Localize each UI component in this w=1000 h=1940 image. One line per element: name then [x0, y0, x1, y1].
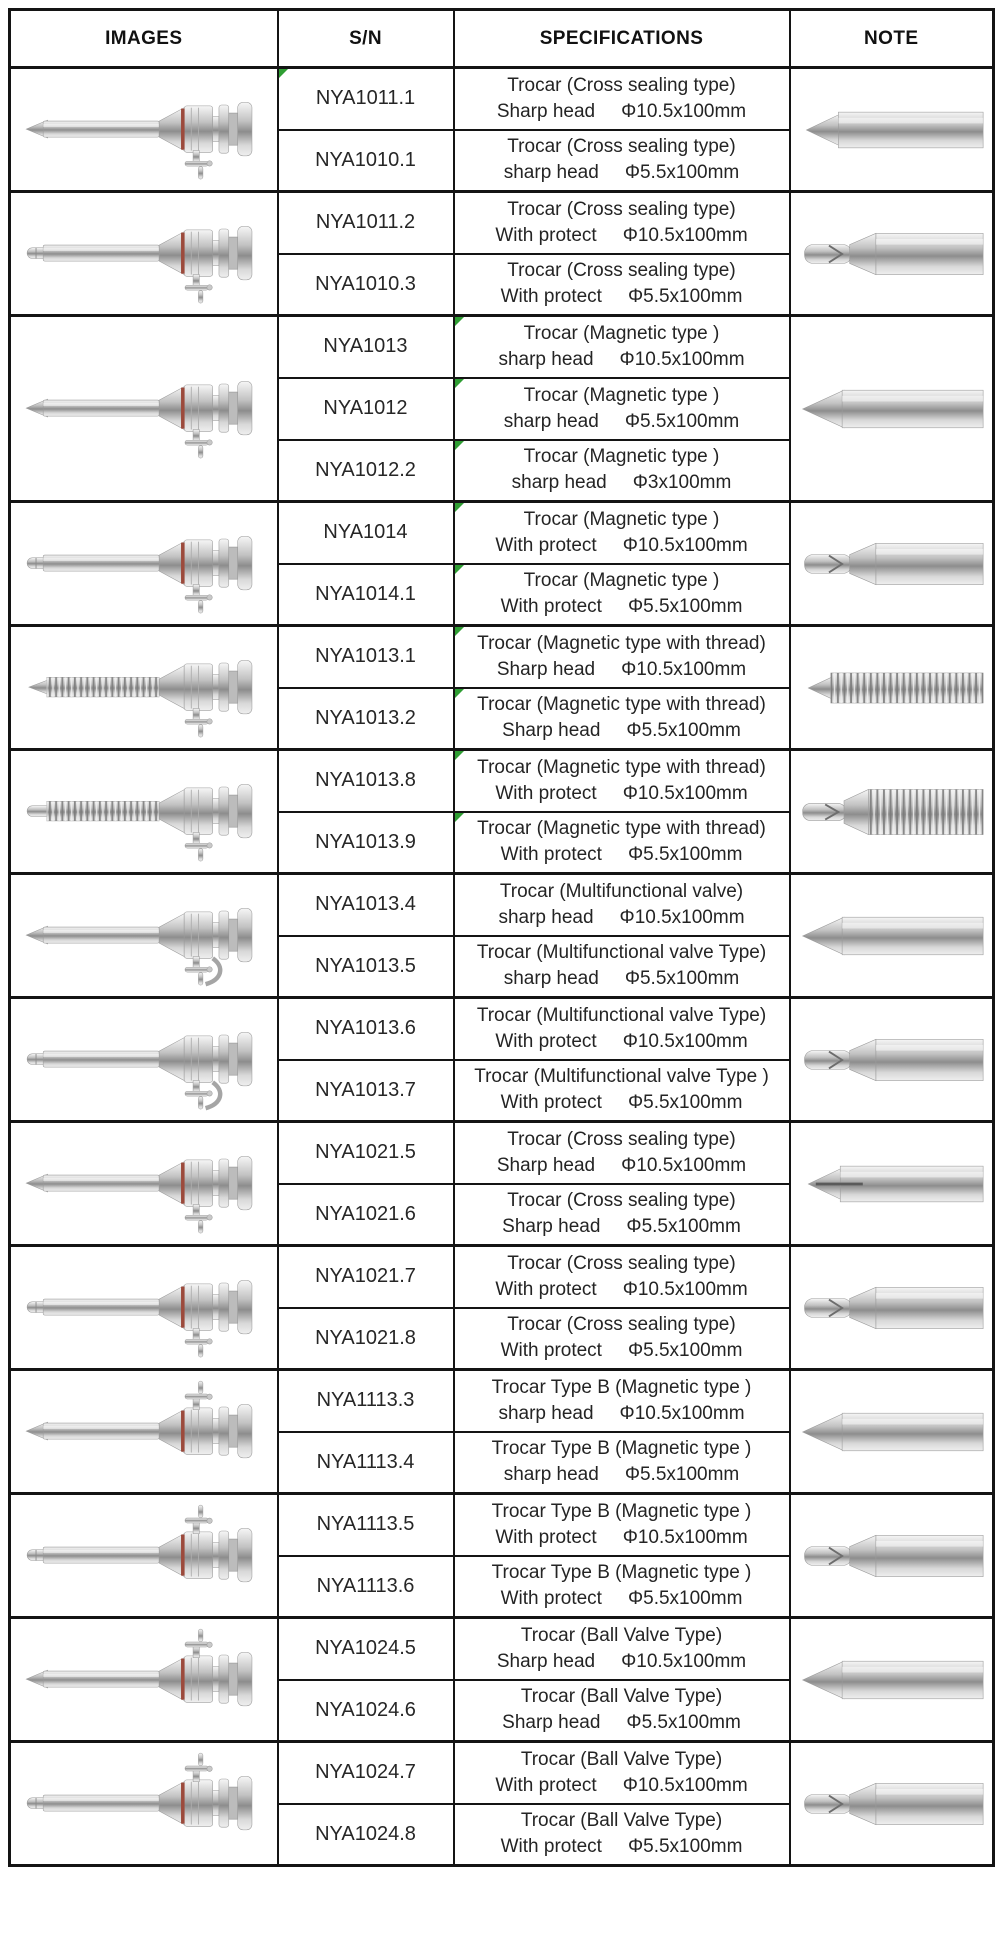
product-photo-cell	[10, 874, 278, 998]
sn-text: NYA1013.6	[315, 1017, 416, 1040]
spec-title: Trocar (Ball Valve Type)	[520, 1624, 723, 1646]
sn-text: NYA1013.8	[315, 769, 416, 792]
sn-cell	[278, 750, 454, 812]
spec-detail	[455, 533, 789, 559]
sn-text: NYA1024.6	[315, 1698, 416, 1721]
sn-cell	[278, 1742, 454, 1804]
spec-head-type: With protect	[500, 1836, 602, 1858]
spec-size: Φ5.5x100mm	[626, 720, 741, 742]
spec-head-type: Sharp head	[496, 1650, 596, 1672]
spec-head-type: With protect	[500, 1340, 602, 1362]
sn-cell	[278, 564, 454, 626]
spec-size: Φ5.5x100mm	[626, 1216, 741, 1238]
col-header-images: IMAGES	[10, 10, 278, 68]
spec-detail	[455, 470, 789, 496]
sn-text: NYA1024.7	[315, 1761, 416, 1784]
trocar-thread-protect-icon	[17, 754, 271, 870]
table-body	[10, 68, 994, 1866]
sn-text: NYA1021.6	[315, 1202, 416, 1225]
tip-protect-icon	[792, 1757, 990, 1851]
product-photo-cell	[10, 192, 278, 316]
product-photo-cell	[10, 68, 278, 192]
spec-size: Φ5.5x100mm	[627, 1836, 743, 1858]
product-photo-cell	[10, 1618, 278, 1742]
spec-cell	[454, 998, 790, 1060]
spec-head-type: sharp head	[503, 410, 599, 432]
sn-cell	[278, 440, 454, 502]
spec-detail	[455, 1401, 789, 1427]
product-row	[10, 1370, 994, 1432]
spec-cell	[454, 1432, 790, 1494]
sn-cell	[278, 130, 454, 192]
spec-detail	[455, 160, 789, 186]
product-row	[10, 626, 994, 688]
tip-protect-icon	[792, 1509, 990, 1603]
spec-title: Trocar (Ball Valve Type)	[520, 1810, 723, 1832]
spec-detail	[455, 1834, 789, 1860]
trocar-protect-icon	[17, 196, 271, 312]
spec-cell	[454, 192, 790, 254]
spec-title: Trocar (Cross sealing type)	[507, 198, 736, 220]
spec-size: Φ10.5x100mm	[622, 1774, 748, 1796]
spec-cell	[454, 1370, 790, 1432]
spec-title: Trocar (Magnetic type )	[523, 570, 720, 592]
sn-text: NYA1113.6	[316, 1574, 415, 1597]
spec-title: Trocar (Magnetic type )	[523, 384, 720, 406]
trocar-multivalve-sharp-icon	[17, 878, 271, 994]
note-photo-cell	[790, 874, 994, 998]
sn-cell	[278, 1246, 454, 1308]
spec-size: Φ5.5x100mm	[627, 1340, 743, 1362]
spec-title: Trocar (Multifunctional valve)	[499, 880, 744, 902]
spec-title: Trocar (Magnetic type with thread)	[477, 756, 766, 778]
sn-cell	[278, 626, 454, 688]
header-row	[10, 10, 994, 68]
spec-size: Φ10.5x100mm	[621, 1154, 747, 1176]
spec-detail	[455, 1649, 789, 1675]
spec-cell	[454, 1680, 790, 1742]
tip-protect-icon	[792, 1013, 990, 1107]
spec-detail	[455, 1338, 789, 1364]
product-row	[10, 1618, 994, 1680]
spec-title: Trocar (Ball Valve Type)	[520, 1748, 723, 1770]
product-photo-cell	[10, 998, 278, 1122]
spec-size: Φ10.5x100mm	[622, 1278, 748, 1300]
spec-head-type: With protect	[500, 286, 602, 308]
product-photo-cell	[10, 626, 278, 750]
spec-cell	[454, 1060, 790, 1122]
spec-size: Φ5.5x100mm	[627, 1092, 743, 1114]
spec-title: Trocar Type B (Magnetic type )	[491, 1500, 752, 1522]
spec-cell	[454, 750, 790, 812]
spec-cell	[454, 316, 790, 378]
spec-title: Trocar (Ball Valve Type)	[520, 1686, 723, 1708]
sn-cell	[278, 936, 454, 998]
spec-cell	[454, 1742, 790, 1804]
spec-detail	[455, 1029, 789, 1055]
trocar-topvalve-protect-icon	[17, 1498, 271, 1614]
sn-text: NYA1010.3	[315, 272, 416, 295]
spec-cell	[454, 68, 790, 130]
trocar-topvalve-sharp-icon	[17, 1374, 271, 1490]
spec-head-type: sharp head	[503, 162, 599, 184]
product-row	[10, 502, 994, 564]
spec-size: Φ5.5x100mm	[626, 1712, 741, 1734]
trocar-sharp-icon	[17, 1126, 271, 1242]
spec-title: Trocar Type B (Magnetic type )	[491, 1438, 752, 1460]
spec-detail	[455, 409, 789, 435]
product-photo-cell	[10, 1246, 278, 1370]
spec-cell	[454, 1308, 790, 1370]
sn-text: NYA1012	[323, 397, 408, 419]
spec-size: Φ10.5x100mm	[619, 906, 745, 928]
spec-head-type: Sharp head	[502, 1216, 601, 1238]
product-row	[10, 68, 994, 130]
note-photo-cell	[790, 1494, 994, 1618]
spec-size: Φ5.5x100mm	[627, 844, 743, 866]
note-photo-cell	[790, 626, 994, 750]
spec-detail	[455, 347, 789, 373]
spec-size: Φ10.5x100mm	[622, 1030, 748, 1052]
spec-detail	[455, 905, 789, 931]
product-row	[10, 1494, 994, 1556]
spec-detail	[455, 1277, 789, 1303]
spec-size: Φ5.5x100mm	[624, 162, 740, 184]
spec-size: Φ5.5x100mm	[624, 410, 740, 432]
spec-title: Trocar (Cross sealing type)	[507, 136, 736, 158]
spec-detail	[455, 1773, 789, 1799]
sn-cell	[278, 812, 454, 874]
spec-head-type: With protect	[500, 1092, 602, 1114]
spec-title: Trocar (Magnetic type with thread)	[477, 694, 766, 716]
spec-head-type: sharp head	[503, 1464, 599, 1486]
sn-cell	[278, 502, 454, 564]
tip-sharp-icon	[792, 1633, 990, 1727]
sn-text: NYA1113.4	[316, 1450, 415, 1473]
spec-head-type: sharp head	[498, 906, 594, 928]
product-photo-cell	[10, 750, 278, 874]
spec-head-type: With protect	[495, 534, 597, 556]
tip-sharp-icon	[792, 362, 990, 456]
note-photo-cell	[790, 1370, 994, 1494]
tip-open-icon	[792, 1137, 990, 1231]
product-photo-cell	[10, 316, 278, 502]
sn-text: NYA1013.4	[315, 893, 416, 916]
spec-cell	[454, 812, 790, 874]
spec-size: Φ5.5x100mm	[627, 596, 743, 618]
tip-protect-icon	[792, 207, 990, 301]
spec-detail	[455, 1586, 789, 1612]
trocar-topvalve-sharp-icon	[17, 1622, 271, 1738]
sn-cell	[278, 1494, 454, 1556]
spec-title: Trocar Type B (Magnetic type )	[491, 1376, 752, 1398]
spec-detail	[455, 1710, 789, 1736]
spec-detail	[455, 781, 789, 807]
sn-text: NYA1113.3	[316, 1389, 415, 1412]
spec-detail	[455, 223, 789, 249]
sn-text: NYA1011.2	[315, 211, 416, 234]
product-row	[10, 750, 994, 812]
spec-detail	[455, 594, 789, 620]
tip-sharp-icon	[792, 1385, 990, 1479]
sn-cell	[278, 1370, 454, 1432]
sn-cell	[278, 1122, 454, 1184]
spec-size: Φ5.5x100mm	[624, 968, 740, 990]
spec-detail	[455, 1525, 789, 1551]
spec-title: Trocar (Cross sealing type)	[507, 260, 736, 282]
product-photo-cell	[10, 1742, 278, 1866]
sn-cell	[278, 316, 454, 378]
spec-head-type: With protect	[495, 1278, 597, 1300]
col-header-specifications: SPECIFICATIONS	[454, 10, 790, 68]
spec-detail	[455, 718, 789, 744]
trocar-topvalve-protect-icon	[17, 1746, 271, 1862]
sn-text: NYA1013.1	[315, 645, 416, 668]
spec-size: Φ10.5x100mm	[621, 658, 747, 680]
sn-cell	[278, 1680, 454, 1742]
spec-detail	[455, 842, 789, 868]
spec-head-type: With protect	[495, 1774, 597, 1796]
spec-cell	[454, 1494, 790, 1556]
sn-text: NYA1021.8	[315, 1326, 416, 1349]
spec-cell	[454, 688, 790, 750]
sn-text: NYA1013	[323, 335, 408, 358]
sn-text: NYA1024.8	[315, 1822, 416, 1845]
sn-text: NYA1010.1	[315, 148, 416, 171]
note-photo-cell	[790, 316, 994, 502]
spec-title: Trocar (Magnetic type )	[523, 446, 720, 468]
tip-thread-icon	[792, 641, 990, 735]
sn-cell	[278, 1618, 454, 1680]
spec-title: Trocar (Multifunctional valve Type)	[476, 1004, 767, 1026]
spec-head-type: sharp head	[503, 968, 599, 990]
spec-cell	[454, 936, 790, 998]
trocar-thread-sharp-icon	[17, 630, 271, 746]
sn-text: NYA1012.2	[315, 458, 416, 481]
product-row	[10, 316, 994, 378]
product-photo-cell	[10, 1370, 278, 1494]
spec-head-type: Sharp head	[502, 1712, 601, 1734]
spec-detail	[455, 1214, 789, 1240]
spec-detail	[455, 1462, 789, 1488]
note-photo-cell	[790, 1742, 994, 1866]
spec-head-type: sharp head	[498, 1402, 594, 1424]
sn-text: NYA1011.1	[315, 87, 416, 110]
sn-cell	[278, 874, 454, 936]
spec-head-type: With protect	[500, 596, 602, 618]
tip-sharp-icon	[792, 889, 990, 983]
spec-head-type: sharp head	[511, 472, 607, 494]
spec-size: Φ10.5x100mm	[619, 1402, 745, 1424]
spec-detail	[455, 1153, 789, 1179]
spec-title: Trocar Type B (Magnetic type )	[491, 1562, 752, 1584]
spec-detail	[455, 966, 789, 992]
spec-title: Trocar (Cross sealing type)	[507, 1128, 736, 1150]
sn-text: NYA1024.5	[315, 1637, 416, 1660]
trocar-sharp-icon	[17, 72, 271, 188]
product-row	[10, 874, 994, 936]
spec-cell	[454, 130, 790, 192]
spec-size: Φ10.5x100mm	[622, 782, 748, 804]
spec-head-type: Sharp head	[496, 658, 596, 680]
sn-cell	[278, 1308, 454, 1370]
note-photo-cell	[790, 1618, 994, 1742]
spec-size: Φ10.5x100mm	[622, 534, 748, 556]
spec-cell	[454, 254, 790, 316]
sn-text: NYA1013.2	[315, 706, 416, 729]
sn-cell	[278, 1556, 454, 1618]
product-row	[10, 1742, 994, 1804]
tip-bevel-icon	[792, 83, 990, 177]
spec-cell	[454, 1556, 790, 1618]
spec-detail	[455, 1090, 789, 1116]
spec-detail	[455, 284, 789, 310]
sn-cell	[278, 378, 454, 440]
spec-cell	[454, 502, 790, 564]
col-header-note: NOTE	[790, 10, 994, 68]
sn-cell	[278, 192, 454, 254]
product-row	[10, 998, 994, 1060]
spec-size: Φ10.5x100mm	[622, 1526, 748, 1548]
trocar-protect-icon	[17, 1250, 271, 1366]
spec-title: Trocar (Magnetic type with thread)	[477, 818, 766, 840]
tip-thread-protect-icon	[792, 765, 990, 859]
sn-text: NYA1021.7	[315, 1265, 416, 1288]
sn-text: NYA1014	[323, 521, 408, 544]
spec-head-type: With protect	[500, 1588, 602, 1610]
spec-head-type: With protect	[495, 1030, 597, 1052]
sn-cell	[278, 68, 454, 130]
trocar-multivalve-protect-icon	[17, 1002, 271, 1118]
product-photo-cell	[10, 1494, 278, 1618]
product-row	[10, 192, 994, 254]
note-photo-cell	[790, 192, 994, 316]
spec-title: Trocar (Multifunctional valve Type)	[476, 942, 767, 964]
spec-cell	[454, 626, 790, 688]
spec-size: Φ5.5x100mm	[624, 1464, 740, 1486]
spec-head-type: sharp head	[498, 348, 594, 370]
sn-cell	[278, 254, 454, 316]
spec-cell	[454, 1184, 790, 1246]
note-photo-cell	[790, 68, 994, 192]
col-header-sn: S/N	[278, 10, 454, 68]
spec-head-type: With protect	[495, 782, 597, 804]
trocar-sharp-icon	[17, 351, 271, 467]
spec-title: Trocar (Magnetic type with thread)	[477, 632, 766, 654]
note-photo-cell	[790, 1122, 994, 1246]
product-row	[10, 1246, 994, 1308]
note-photo-cell	[790, 1246, 994, 1370]
spec-title: Trocar (Magnetic type )	[523, 322, 720, 344]
spec-cell	[454, 440, 790, 502]
spec-size: Φ10.5x100mm	[619, 348, 745, 370]
spec-size: Φ10.5x100mm	[621, 100, 747, 122]
spec-size: Φ5.5x100mm	[627, 286, 743, 308]
spec-cell	[454, 1246, 790, 1308]
product-photo-cell	[10, 1122, 278, 1246]
spec-head-type: Sharp head	[502, 720, 601, 742]
spec-cell	[454, 874, 790, 936]
spec-head-type: With protect	[495, 224, 597, 246]
sn-cell	[278, 998, 454, 1060]
sn-cell	[278, 1804, 454, 1866]
spec-size: Φ5.5x100mm	[627, 1588, 743, 1610]
product-photo-cell	[10, 502, 278, 626]
spec-head-type: With protect	[495, 1526, 597, 1548]
sn-cell	[278, 1060, 454, 1122]
sn-text: NYA1113.5	[316, 1513, 415, 1536]
product-table	[8, 8, 995, 1867]
spec-size: Φ3x100mm	[632, 472, 732, 494]
note-photo-cell	[790, 750, 994, 874]
spec-cell	[454, 1618, 790, 1680]
spec-title: Trocar (Multifunctional valve Type )	[474, 1066, 769, 1088]
sn-cell	[278, 1432, 454, 1494]
sn-text: NYA1013.7	[315, 1078, 416, 1101]
spec-title: Trocar (Cross sealing type)	[507, 1314, 736, 1336]
spec-head-type: Sharp head	[496, 100, 596, 122]
spec-size: Φ10.5x100mm	[622, 224, 748, 246]
spec-title: Trocar (Cross sealing type)	[507, 74, 736, 96]
spec-head-type: With protect	[500, 844, 602, 866]
sn-text: NYA1013.5	[315, 954, 416, 977]
sn-text: NYA1013.9	[315, 830, 416, 853]
trocar-protect-icon	[17, 506, 271, 622]
spec-cell	[454, 564, 790, 626]
note-photo-cell	[790, 998, 994, 1122]
sn-text: NYA1014.1	[315, 582, 416, 605]
spec-size: Φ10.5x100mm	[621, 1650, 747, 1672]
sn-text: NYA1021.5	[315, 1141, 416, 1164]
tip-protect-icon	[792, 517, 990, 611]
note-photo-cell	[790, 502, 994, 626]
product-row	[10, 1122, 994, 1184]
spec-detail	[455, 657, 789, 683]
tip-protect-icon	[792, 1261, 990, 1355]
spec-cell	[454, 1804, 790, 1866]
spec-head-type: Sharp head	[496, 1154, 596, 1176]
spec-title: Trocar (Cross sealing type)	[507, 1252, 736, 1274]
spec-cell	[454, 1122, 790, 1184]
sn-cell	[278, 688, 454, 750]
spec-title: Trocar (Cross sealing type)	[507, 1190, 736, 1212]
spec-cell	[454, 378, 790, 440]
spec-detail	[455, 99, 789, 125]
sn-cell	[278, 1184, 454, 1246]
spec-title: Trocar (Magnetic type )	[523, 508, 720, 530]
